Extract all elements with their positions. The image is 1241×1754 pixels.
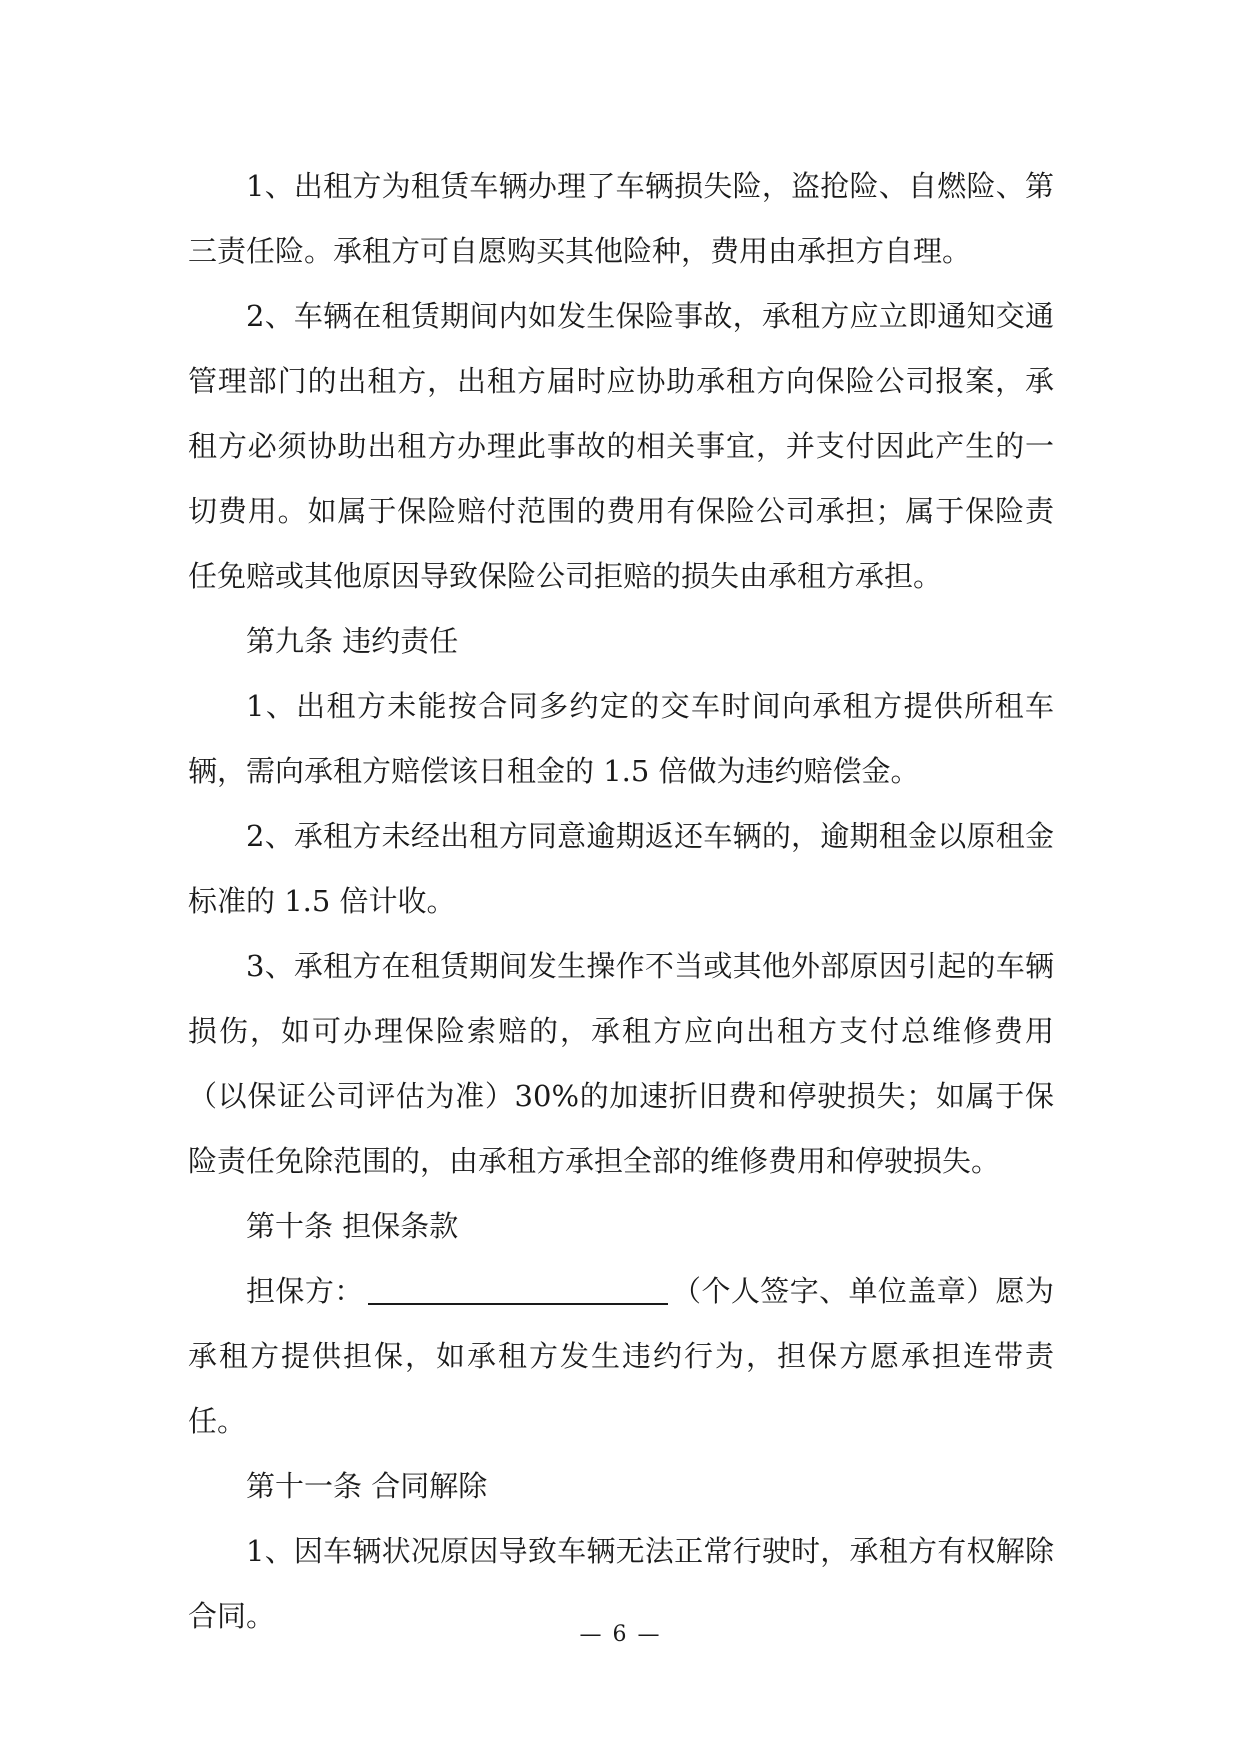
article-10-heading: 第十条 担保条款 — [246, 1209, 459, 1243]
paragraph-vehicle-damage: 3、承租方在租赁期间发生操作不当或其他外部原因引起的车辆损伤，如可办理保险索赔的，承租方应向出租方支付总维修费用（以保证公司评估为准）30%的加速折旧费和停驶损失；如属于保险责任免除范围的，由承租方承担全部的维修费用和停驶损失。 — [188, 949, 1054, 1178]
paragraph-lessor-breach: 1、出租方未能按合同多约定的交车时间向承租方提供所租车辆，需向承租方赔偿该日租金的 1.5 倍做为违约赔偿金。 — [188, 689, 1054, 788]
paragraph-termination: 1、因车辆状况原因导致车辆无法正常行驶时，承租方有权解除合同。 — [188, 1534, 1054, 1633]
paragraph-guarantor — [188, 1259, 1054, 1454]
paragraph-insurance-accident: 2、车辆在租赁期间内如发生保险事故，承租方应立即通知交通管理部门的出租方，出租方届时应协助承租方向保险公司报案，承租方必须协助出租方办理此事故的相关事宜，并支付因此产生的一切费用。如属于保险赔付范围的费用有保险公司承担；属于保险责任免赔或其他原因导致保险公司拒赔的损失由承租方承担。 — [188, 299, 1054, 593]
article-11-heading: 第十一条 合同解除 — [246, 1469, 488, 1503]
paragraph-late-return: 2、承租方未经出租方同意逾期返还车辆的，逾期租金以原租金标准的 1.5 倍计收。 — [188, 819, 1054, 918]
page-number: — 6 — — [579, 1622, 662, 1647]
guarantor-signature-blank[interactable] — [368, 1275, 668, 1305]
paragraph-insurance-types: 1、出租方为租赁车辆办理了车辆损失险，盗抢险、自燃险、第三责任险。承租方可自愿购买其他险种，费用由承担方自理。 — [188, 169, 1054, 268]
document-body — [188, 154, 1054, 1649]
article-9-heading: 第九条 违约责任 — [246, 624, 459, 658]
guarantor-clause: （个人签字、单位盖章）愿为承租方提供担保，如承租方发生违约行为，担保方愿承担连带责任。 — [188, 1274, 1054, 1438]
guarantor-label: 担保方： — [246, 1274, 364, 1308]
